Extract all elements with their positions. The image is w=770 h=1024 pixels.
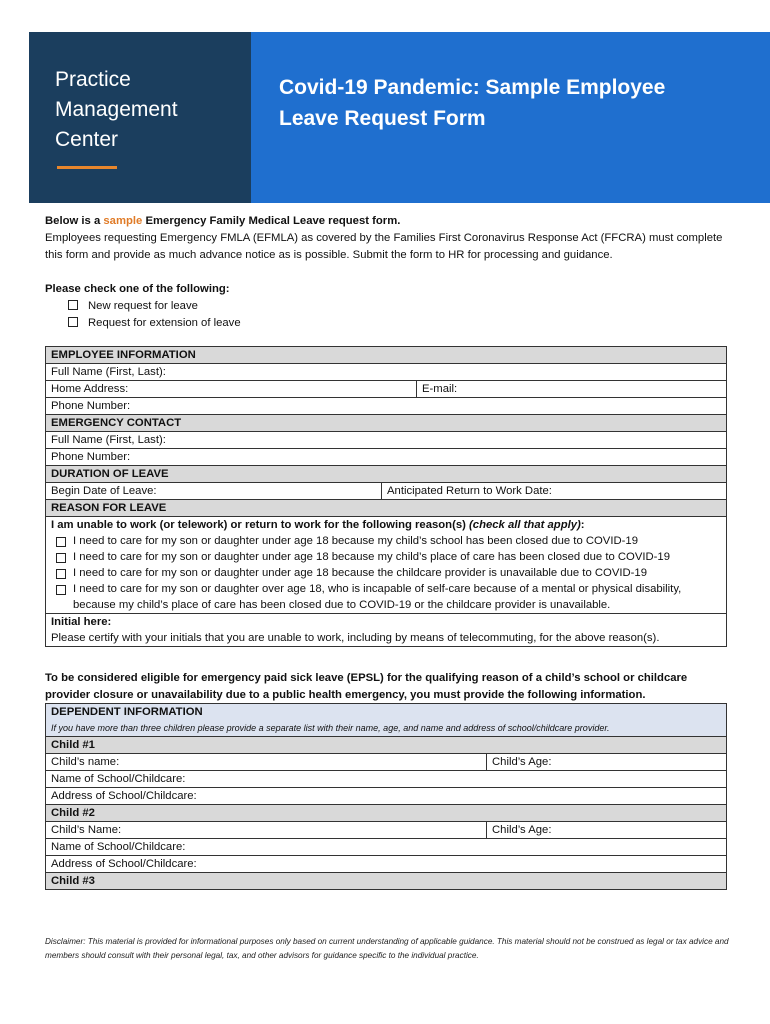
logo-text — [55, 65, 178, 155]
employee-info-header: EMPLOYEE INFORMATION — [46, 347, 726, 364]
title-line-1: Covid-19 Pandemic: Sample Employee — [279, 76, 666, 99]
reason-item-school-closed[interactable]: I need to care for my son or daughter under age 18 because my child’s school has been closed due to COVID-19 — [51, 533, 726, 549]
title-line-2: Leave Request Form — [279, 107, 486, 130]
reason-block — [46, 517, 726, 614]
eligibility-text: To be considered eligible for emergency paid sick leave (EPSL) for the qualifying reason of a child’s school or childcare provider closure or unavailability due to a public health emergency, you must provide the following information. — [45, 672, 688, 701]
dependent-note: If you have more than three children please provide a separate list with their name, age, and name and address of school/childcare provider. — [51, 723, 610, 733]
duration-header: DURATION OF LEAVE — [46, 466, 726, 483]
return-date-field[interactable]: Anticipated Return to Work Date: — [381, 483, 726, 499]
reason-checkbox[interactable] — [56, 569, 66, 579]
logo-underline — [57, 166, 117, 169]
email-field[interactable]: E-mail: — [416, 381, 726, 397]
child-2-school-field[interactable]: Name of School/Childcare: — [46, 839, 726, 856]
dependent-header — [46, 704, 726, 737]
dependent-header-title: DEPENDENT INFORMATION — [51, 706, 203, 718]
option-extension[interactable]: Request for extension of leave — [45, 315, 645, 332]
reason-checkbox[interactable] — [56, 553, 66, 563]
child-1-name-field[interactable]: Child’s name: — [51, 756, 120, 768]
child-2-address-field[interactable]: Address of School/Childcare: — [46, 856, 726, 873]
intro-body: Employees requesting Emergency FMLA (EFMLA) as covered by the Families First Coronavirus Response Act (FFCRA) must complete this form and provide as much advance notice as is possible. Submit the form to HR for processing and guidance. — [45, 232, 723, 261]
logo-line-3: Center — [55, 128, 119, 151]
employee-phone-field[interactable]: Phone Number: — [46, 398, 726, 415]
new-request-checkbox[interactable] — [68, 300, 78, 310]
emergency-phone-field[interactable]: Phone Number: — [46, 449, 726, 466]
home-address-field[interactable]: Home Address: — [51, 383, 129, 395]
dependent-table — [45, 703, 727, 890]
child-1-header: Child #1 — [46, 737, 726, 754]
child-1-address-field[interactable]: Address of School/Childcare: — [46, 788, 726, 805]
logo-line-1: Practice — [55, 68, 131, 91]
sample-word: sample — [103, 215, 143, 227]
option-new-request[interactable]: New request for leave — [45, 298, 645, 315]
child-3-header: Child #3 — [46, 873, 726, 889]
logo-line-2: Management — [55, 98, 178, 121]
reason-item-over-18[interactable]: I need to care for my son or daughter over age 18, who is incapable of self-care because of a mental or physical disability, because my child’s place of care has been closed due to COVID-19 or the childcare provider is unavailable. — [51, 581, 726, 613]
emergency-contact-header: EMERGENCY CONTACT — [46, 415, 726, 432]
employee-form-table — [45, 346, 727, 647]
reason-intro: I am unable to work (or telework) or return to work for the following reason(s) (check all that apply): — [51, 519, 585, 531]
request-type-section — [45, 281, 645, 332]
reason-header: REASON FOR LEAVE — [46, 500, 726, 517]
address-email-row — [46, 381, 726, 398]
child-1-name-age-row — [46, 754, 726, 771]
duration-row — [46, 483, 726, 500]
disclaimer: Disclaimer: This material is provided for informational purposes only based on current understanding of applicable guidance. This material should not be construed as legal or tax advice and members should consult with their personal legal, tax, and other advisors for guidance specific to the individual practice. — [45, 937, 729, 960]
reason-item-provider-unavailable[interactable]: I need to care for my son or daughter under age 18 because the childcare provider is unavailable due to COVID-19 — [51, 565, 726, 581]
initial-label: Initial here: — [51, 616, 112, 628]
extension-checkbox[interactable] — [68, 317, 78, 327]
child-1-age-field[interactable]: Child’s Age: — [486, 754, 726, 770]
reason-checkbox[interactable] — [56, 537, 66, 547]
child-2-name-field[interactable]: Child’s Name: — [51, 824, 122, 836]
child-2-name-age-row — [46, 822, 726, 839]
child-2-header: Child #2 — [46, 805, 726, 822]
reason-checkbox[interactable] — [56, 585, 66, 595]
initial-block[interactable] — [46, 614, 726, 646]
emergency-full-name-field[interactable]: Full Name (First, Last): — [46, 432, 726, 449]
title-banner — [251, 32, 770, 203]
child-2-age-field[interactable]: Child’s Age: — [486, 822, 726, 838]
employee-full-name-field[interactable]: Full Name (First, Last): — [46, 364, 726, 381]
initial-text: Please certify with your initials that you are unable to work, including by means of telecommuting, for the above reason(s). — [51, 632, 660, 644]
begin-date-field[interactable]: Begin Date of Leave: — [51, 485, 157, 497]
intro-section — [45, 213, 735, 264]
logo — [29, 32, 251, 203]
intro-lead: Below is a sample Emergency Family Medical Leave request form. — [45, 215, 401, 227]
page-header — [29, 32, 770, 203]
child-1-school-field[interactable]: Name of School/Childcare: — [46, 771, 726, 788]
page-title — [279, 72, 759, 134]
request-type-heading: Please check one of the following: — [45, 283, 230, 295]
reason-item-care-closed[interactable]: I need to care for my son or daughter under age 18 because my child’s place of care has been closed due to COVID-19 — [51, 549, 726, 565]
